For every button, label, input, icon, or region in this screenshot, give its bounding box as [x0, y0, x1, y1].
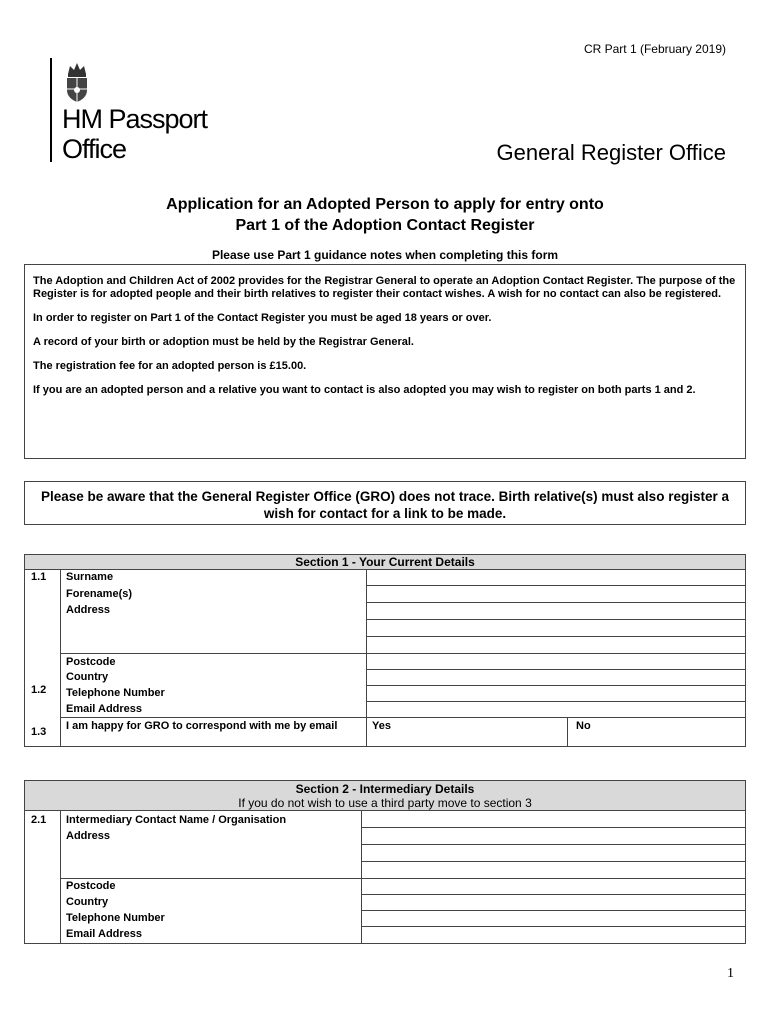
- guidance-note: Please use Part 1 guidance notes when completing this form: [211, 248, 559, 262]
- intro-paragraph: In order to register on Part 1 of the Contact Register you must be aged 18 years or over.: [33, 312, 492, 324]
- intro-paragraph: The Adoption and Children Act of 2002 provides for the Registrar General to operate an Adoption Contact Register. The purpose of the Register is for adopted people and their birth relatives to register their contact wishes. A wish for no contact can also be registered.: [33, 275, 736, 300]
- section2-heading: Section 2 - Intermediary Details: [295, 782, 475, 796]
- office-name: General Register Office: [496, 140, 726, 165]
- intro-paragraph: A record of your birth or adoption must be held by the Registrar General.: [33, 336, 414, 348]
- form-reference: CR Part 1 (February 2019): [583, 42, 726, 56]
- country-label: Country: [66, 671, 109, 683]
- form-title-line2: Part 1 of the Adoption Contact Register: [235, 217, 535, 234]
- telephone-label: Telephone Number: [66, 912, 165, 924]
- field-line: [366, 685, 746, 686]
- postcode-label: Postcode: [66, 656, 116, 668]
- address-label: Address: [66, 604, 111, 616]
- field-line: [361, 894, 746, 895]
- intro-box: [24, 264, 746, 459]
- page-number: 1: [727, 966, 734, 981]
- field-line: [60, 717, 746, 718]
- country-label: Country: [66, 896, 109, 908]
- logo-rule: [50, 58, 52, 162]
- section1-heading: Section 1 - Your Current Details: [295, 555, 475, 569]
- address-label: Address: [66, 830, 111, 842]
- intro-paragraph: The registration fee for an adopted person is £15.00.: [33, 360, 307, 372]
- hm-passport-office-logo: [50, 58, 210, 162]
- yes-option[interactable]: Yes: [372, 720, 391, 732]
- telephone-label: Telephone Number: [66, 687, 165, 699]
- section2-subheading: If you do not wish to use a third party move to section 3: [238, 796, 532, 810]
- forenames-label: Forename(s): [66, 588, 133, 600]
- label-column-divider: [361, 810, 362, 944]
- number-column-divider: [60, 569, 61, 747]
- item-number: 1.1: [31, 571, 47, 583]
- field-line: [361, 926, 746, 927]
- label-column-divider: [366, 569, 367, 747]
- field-line: [366, 669, 746, 670]
- intermediary-name-label: Intermediary Contact Name / Organisation: [66, 814, 287, 826]
- item-number: 1.2: [31, 684, 47, 696]
- email-label: Email Address: [66, 703, 143, 715]
- logo-line1: HM Passport: [62, 104, 208, 134]
- trace-notice: Please be aware that the General Register Office (GRO) does not trace. Birth relative(s) must also register a wish for contact for a link to be made.: [24, 481, 746, 525]
- field-line: [361, 844, 746, 845]
- surname-label: Surname: [66, 571, 114, 583]
- item-number: 1.3: [31, 726, 47, 738]
- logo-line2: Office: [62, 134, 127, 164]
- number-column-divider: [60, 810, 61, 944]
- field-line: [366, 602, 746, 603]
- field-line: [366, 636, 746, 637]
- royal-crest-icon: [62, 60, 92, 104]
- intro-paragraph: If you are an adopted person and a relative you want to contact is also adopted you may wish to register on both parts 1 and 2.: [33, 384, 696, 396]
- postcode-label: Postcode: [66, 880, 116, 892]
- field-line: [366, 619, 746, 620]
- no-option[interactable]: No: [576, 720, 591, 732]
- field-line: [361, 861, 746, 862]
- field-line: [361, 910, 746, 911]
- correspond-by-email-label: I am happy for GRO to correspond with me by email: [66, 720, 338, 732]
- email-label: Email Address: [66, 928, 143, 940]
- section2-header: [24, 780, 746, 811]
- yes-no-divider: [567, 717, 568, 747]
- field-line: [366, 585, 746, 586]
- field-line: [366, 701, 746, 702]
- item-number: 2.1: [31, 814, 47, 826]
- field-line: [60, 878, 746, 879]
- form-title-line1: Application for an Adopted Person to apply for entry onto: [166, 196, 604, 213]
- field-line: [60, 653, 746, 654]
- field-line: [361, 827, 746, 828]
- section1-header: [24, 554, 746, 570]
